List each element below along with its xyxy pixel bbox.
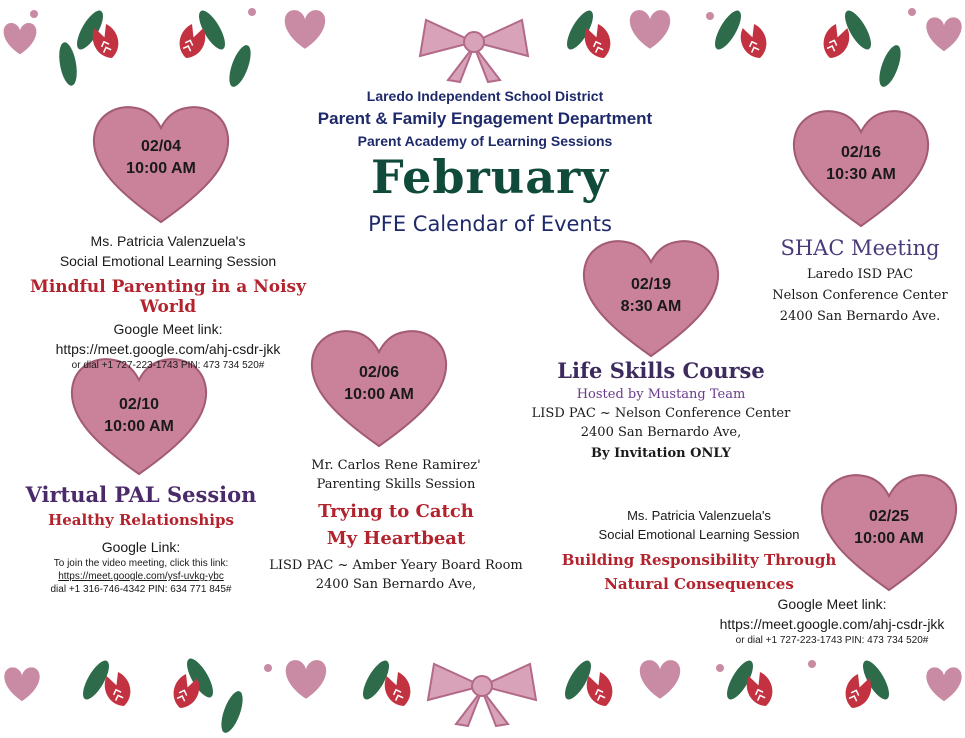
meet-link[interactable]: https://meet.google.com/ysf-uvkg-ybc — [58, 571, 224, 582]
bow-icon — [428, 664, 536, 726]
date-heart-0216 — [788, 104, 934, 230]
venue-line1: Laredo ISD PAC — [806, 267, 914, 282]
event-0206-details — [250, 456, 542, 594]
bottom-floral-border — [0, 640, 965, 738]
event-0225-details — [548, 506, 850, 596]
link-label: Google Meet link: — [777, 596, 887, 612]
date-heart-0219 — [578, 234, 724, 360]
calendar-title: PFE Calendar of Events — [368, 212, 612, 236]
event-time: 10:00 AM — [854, 530, 924, 547]
event-0216-details — [760, 236, 960, 327]
session-title: Life Skills Course — [557, 358, 765, 383]
event-0204-details — [0, 231, 336, 372]
session-title: SHAC Meeting — [780, 236, 940, 260]
event-0219-details — [516, 358, 806, 463]
link-label: Google Link: — [101, 539, 181, 555]
flower-icon — [4, 655, 415, 735]
session-title: Virtual PAL Session — [25, 482, 257, 507]
event-0210-details — [0, 482, 282, 596]
meet-link[interactable]: https://meet.google.com/ahj-csdr-jkk — [55, 341, 281, 357]
presenter: Ms. Patricia Valenzuela's — [90, 233, 246, 249]
session-title-line2: My Heartbeat — [326, 528, 466, 549]
event-date: 02/10 — [118, 396, 160, 413]
dial-in: dial +1 316-746-4342 PIN: 634 771 845# — [50, 584, 232, 595]
presenter: Ms. Patricia Valenzuela's — [627, 508, 771, 523]
invitation-note: By Invitation ONLY — [591, 446, 731, 461]
event-date: 02/16 — [840, 144, 882, 161]
event-time: 8:30 AM — [620, 298, 682, 315]
address: 2400 San Bernardo Ave, — [315, 577, 477, 592]
event-0225-link — [700, 594, 964, 647]
session-name: Social Emotional Learning Session — [59, 253, 277, 269]
date-heart-0204 — [88, 100, 234, 226]
event-time: 10:30 AM — [826, 166, 896, 183]
event-time: 10:00 AM — [104, 418, 174, 435]
flower-icon — [562, 7, 962, 89]
event-date: 02/25 — [868, 508, 910, 525]
department-name: Parent & Family Engagement Department — [317, 109, 653, 128]
link-instruction: To join the video meeting, click this link: — [53, 558, 229, 569]
flower-icon — [4, 7, 326, 89]
session-subtitle: Healthy Relationships — [48, 511, 234, 529]
month-title: February — [370, 150, 610, 204]
organization-name: Laredo Independent School District — [366, 88, 604, 104]
event-time: 10:00 AM — [126, 160, 196, 177]
venue-line3: 2400 San Bernardo Ave. — [779, 309, 941, 324]
link-label: Google Meet link: — [113, 321, 223, 337]
dial-in: or dial +1 727-223-1743 PIN: 473 734 520# — [735, 635, 929, 646]
session-title-line1: Trying to Catch — [318, 501, 474, 522]
presenter: Mr. Carlos Rene Ramirez' — [311, 458, 481, 473]
session-title: Mindful Parenting in a Noisy World — [30, 277, 306, 317]
flower-icon — [560, 657, 962, 712]
event-time: 10:00 AM — [344, 386, 414, 403]
address: 2400 San Bernardo Ave, — [580, 425, 742, 440]
session-title-line2: Natural Consequences — [604, 575, 794, 593]
program-name: Parent Academy of Learning Sessions — [357, 133, 613, 149]
hosted-by: Hosted by Mustang Team — [576, 387, 746, 402]
location: LISD PAC ~ Nelson Conference Center — [531, 406, 791, 421]
session-title-line1: Building Responsibility Through — [561, 551, 837, 569]
top-floral-border — [0, 0, 965, 90]
event-date: 02/19 — [630, 276, 672, 293]
event-date: 02/04 — [140, 138, 182, 155]
session-name: Social Emotional Learning Session — [598, 527, 800, 542]
session-name: Parenting Skills Session — [316, 477, 476, 492]
bow-icon — [420, 20, 528, 82]
location: LISD PAC ~ Amber Yeary Board Room — [269, 558, 523, 573]
venue-line2: Nelson Conference Center — [772, 288, 948, 303]
meet-link[interactable]: https://meet.google.com/ahj-csdr-jkk — [719, 616, 945, 632]
dial-in: or dial +1 727-223-1743 PIN: 473 734 520# — [71, 360, 265, 371]
event-date: 02/06 — [358, 364, 400, 381]
